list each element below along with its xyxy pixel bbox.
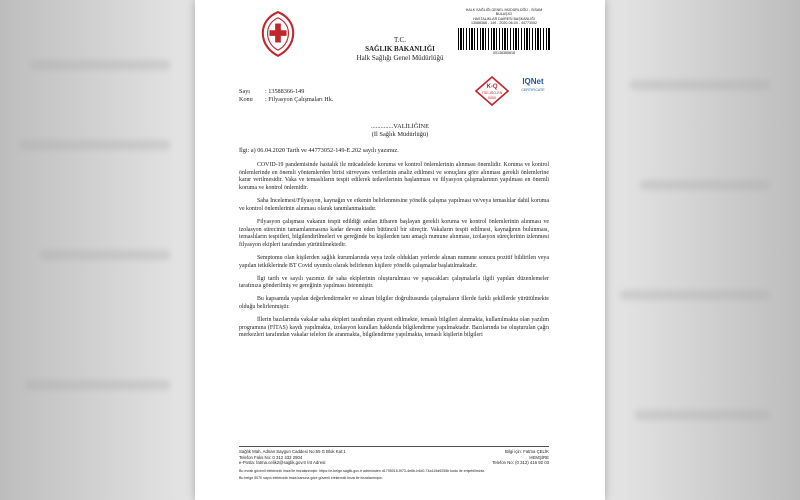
- footer-info: Bilgi için: Fatma ÇELİK: [505, 449, 549, 454]
- ministry-name: SAĞLIK BAKANLIĞI: [365, 45, 435, 53]
- reference-line: İlgi: a) 06.04.2020 Tarih ve 44773052-149-E.202 sayılı yazımız.: [239, 147, 399, 154]
- iso-bot-text: 9000: [488, 96, 496, 100]
- iqnet-text: IQNet: [522, 77, 544, 86]
- paragraph: İlgi tarih ve sayılı yazımız ile saha ekiplerinin oluşturulması ve yapacakları çalışmalarla ilgili yapılan düzenlemeler tarafınıza gönderilmiş ve gereğinin yapılması istenmiştir.: [239, 275, 549, 290]
- footer-title: HEMŞİRE: [529, 454, 549, 460]
- directorate-name: Halk Sağlığı Genel Müdürlüğü: [356, 54, 444, 62]
- footer-phone: Telefon Faks No: 0 312 432 2904: [239, 454, 303, 460]
- paragraph: Filyasyon çalışması vakanın tespit edildiği andan itibaren başlayan gerekli koruma ve kontrol önlemlerinin alınması ve izolasyon sürecinin tamamlanmasına kadar devam eden bütüncül bir süreçtir. Vakaların tespit edilmesi, kaynağının bulunması, temaslıların tespitleri, bilgilendirilmeleri ve gereğinde bu kişilerden tanı amaçlı numune alınması, izolasyon süreçlerinin izlenmesi filyasyon ekipleri tarafından yürütülmektedir.: [239, 218, 549, 248]
- barcode-image: [458, 28, 550, 50]
- sayi-label: Sayı: [239, 88, 251, 95]
- footer-note-2: Bu belge 5070 sayılı elektronik imza kanuna göre güvenli elektronik imza ile imzalanmıştır.: [239, 476, 383, 481]
- footer-email: e-Posta: fatma.celik2@saglik.gov.tr İnt Adresi:: [239, 460, 327, 466]
- paragraph: İllerin bazılarında vakalar saha ekipleri tarafından ziyaret edilmekte, temaslı bilgileri alınmakta, kullanılmakta olan yazılım programına (FİTAS) kaydı yapılmakta, izolasyon kuralları hakkında bilgilendirme yapılmaktadır. Bazılarında ise oluşturulan çağrı merkezleri tarafından vakalar telefon ile aranmakta, bilgilendirme yapılmakta, temaslı kişilerin bilgileri: [239, 317, 549, 339]
- barcode-line-1: HALK SAĞLIĞI GENEL MÜDÜRLÜĞÜ - SİSAM BULAŞICI: [465, 8, 543, 17]
- addressee: [195, 123, 605, 139]
- iso-mid-text: TSE-ISO-EN: [481, 91, 503, 95]
- paragraph: Bu kapsamda yapılan değerlendirmeler ve alınan bilgiler doğrultusunda çalışmaların illerde farklı şekillerde yürütülmekte olduğu belirlenmiştir.: [239, 296, 549, 311]
- document-page: [195, 0, 605, 500]
- iso-certificate-logo: [475, 76, 509, 106]
- konu-value: : Filyasyon Çalışmaları Hk.: [265, 96, 334, 103]
- iso-top-text: K-Q: [486, 84, 498, 90]
- body-text: [239, 162, 549, 345]
- iqnet-subtitle: CERTIFICATE: [521, 88, 545, 92]
- barcode-block: [458, 8, 550, 55]
- addressee-line-1: ..............VALİLİĞİNE: [370, 123, 430, 130]
- barcode-line-2: HASTALIKLAR DAİRESİ BAŞKANLIĞI: [473, 16, 535, 21]
- sayi-value: : 13588366-149: [265, 88, 305, 95]
- iqnet-logo: [515, 76, 551, 93]
- footer-address: Sağlık Mah. Adnan Saygun Caddesi No:55 G Blok Kat:1: [239, 449, 346, 454]
- addressee-line-2: (İl Sağlık Müdürlüğü): [371, 131, 429, 138]
- tc-label: T.C.: [394, 36, 406, 44]
- konu-label: Konu: [239, 96, 253, 103]
- barcode-line-3: 13588366 - 149 - 2020-06-04 - 44773052: [471, 21, 537, 26]
- paragraph: Semptomu olan kişilerden sağlık kurumlarında veya izole oldukları yerlerde alınan numune sonucu pozitif bildirilen veya yapılan tetkiklerinde BT Covid uyumlu olarak belirlenen kişilere yönelik çalışmalar başlatılmaktadır.: [239, 254, 549, 269]
- paragraph: COVID-19 pandemisinde hastalık ile mücadelede koruma ve kontrol önlemlerinin alınması önemlidir. Koruma ve kontrol önlemlerinde en önemli yöntemlerden birisi sürveyans verilerinin analiz edilmesi ve sonuçlara göre alınması gerekli önlemlerine karar verilmesidir. Vaka ve temaslıların tespit edilerek tedavilerinin başlanması ve filyasyon çalışmalarının yapılması en önemli koruma ve kontrol önlemidir.: [239, 162, 549, 192]
- document-meta: [239, 88, 333, 104]
- footer-tel: Telefon No: (0 312) 416 92 03: [492, 460, 549, 466]
- footer-note-1: Bu evrak güvenli elektronik imza ile imzalanmıştır. https://e-belge.saglik.gov.tr adresinden d1795015-f973-4e6b-b4d0-74a119a9255b kodu ile erişebilirsiniz.: [239, 468, 486, 473]
- barcode-number: 00138365818: [493, 50, 515, 55]
- footer: [239, 446, 549, 481]
- paragraph: Saha İncelemesi/Filyasyon, kaynağın ve etkenin belirlenmesine yönelik çalışma yapılması ve/veya temaslılar dahil koruma ve kontrol önlemlerinin alınması olarak tanımlanmaktadır.: [239, 198, 549, 212]
